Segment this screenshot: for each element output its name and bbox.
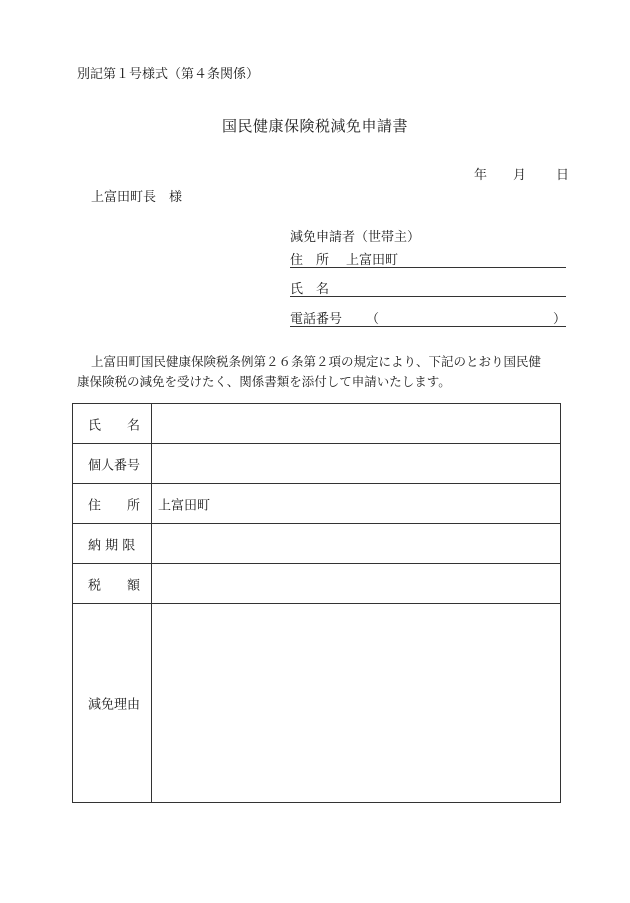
request-statement-line-1: 上富田町国民健康保険税条例第２６条第２項の規定により、下記のとおり国民健 — [91, 354, 542, 369]
applicant-address-label: 住 所 — [290, 253, 330, 268]
row-value-address: 上富田町 — [158, 498, 211, 513]
row-label-reason: 減免理由 — [88, 697, 141, 713]
row-label-due-date: 納 期 限 — [88, 538, 136, 553]
applicant-name-label: 氏 名 — [290, 282, 330, 297]
applicant-address-field[interactable] — [290, 249, 566, 268]
date-month-label: 月 — [513, 168, 527, 183]
label-cell — [73, 564, 152, 604]
personal-number-value-cell[interactable] — [152, 444, 561, 484]
row-label-personal-number: 個人番号 — [88, 458, 141, 473]
table-row-tax-amount — [73, 564, 561, 604]
form-id: 別記第１号様式（第４条関係） — [77, 67, 260, 82]
row-label-tax-amount: 税 額 — [88, 578, 141, 593]
label-cell — [73, 484, 152, 524]
address-value-cell[interactable] — [152, 484, 561, 524]
applicant-address-value: 上富田町 — [346, 253, 399, 268]
application-details-table — [72, 403, 561, 803]
label-cell — [73, 404, 152, 444]
row-label-name: 氏 名 — [88, 418, 141, 433]
applicant-heading: 減免申請者（世帯主） — [290, 230, 421, 245]
phone-close-paren: ） — [552, 312, 566, 327]
request-statement — [77, 352, 572, 392]
name-value-cell[interactable] — [152, 404, 561, 444]
date-day-label: 日 — [556, 168, 570, 183]
applicant-phone-field[interactable] — [290, 308, 566, 327]
page-title: 国民健康保険税減免申請書 — [221, 117, 408, 135]
label-cell — [73, 444, 152, 484]
row-label-address: 住 所 — [88, 498, 141, 513]
reason-value-cell[interactable] — [152, 604, 561, 803]
due-date-value-cell[interactable] — [152, 524, 561, 564]
label-cell — [73, 604, 152, 803]
table-row-address — [73, 484, 561, 524]
table-row-personal-number — [73, 444, 561, 484]
date-year-label: 年 — [474, 168, 488, 183]
phone-open-paren: （ — [366, 312, 380, 327]
addressee: 上富田町長 様 — [91, 190, 183, 205]
applicant-phone-label: 電話番号 — [290, 312, 343, 327]
table-row-due-date — [73, 524, 561, 564]
tax-amount-value-cell[interactable] — [152, 564, 561, 604]
request-statement-line-2: 康保険税の減免を受けたく、関係書類を添付して申請いたします。 — [77, 374, 451, 389]
applicant-name-field[interactable] — [290, 278, 566, 297]
table-row-reason — [73, 604, 561, 803]
table-row-name — [73, 404, 561, 444]
label-cell — [73, 524, 152, 564]
